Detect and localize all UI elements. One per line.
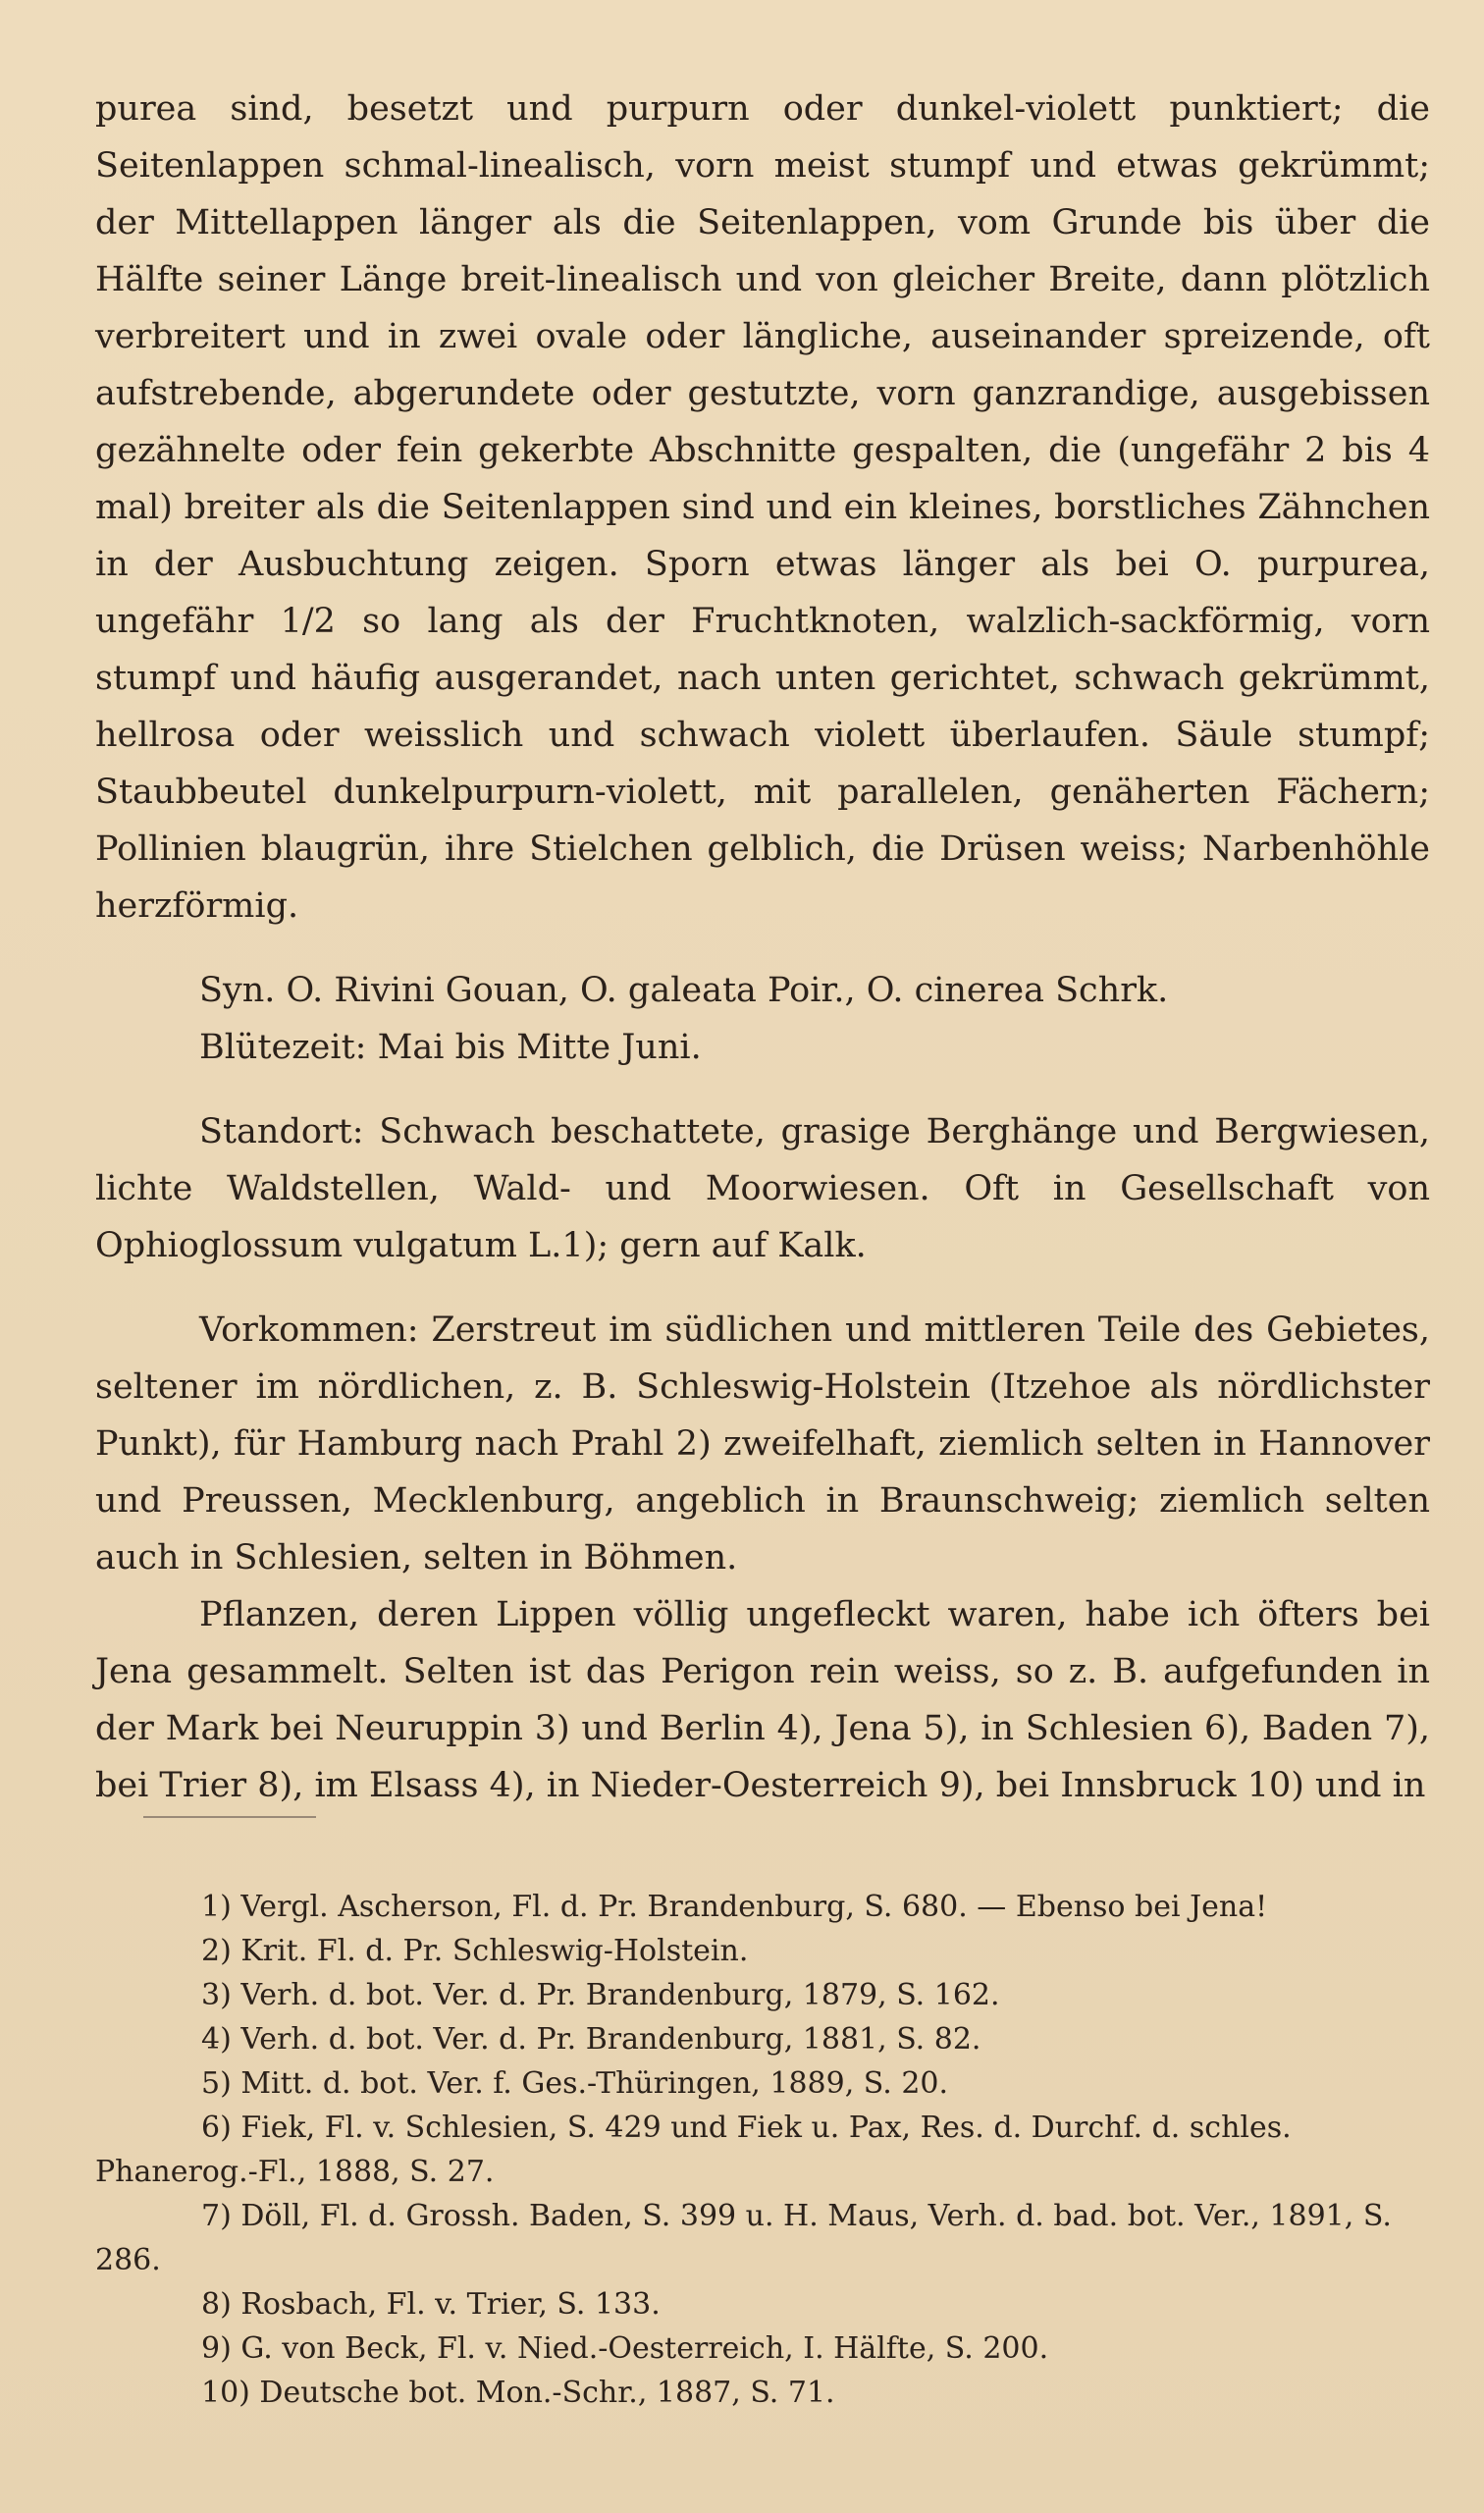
plants-paragraph: Pflanzen, deren Lippen völlig ungefleckt waren, habe ich öfters bei Jena gesammelt. Selten ist das Perigon rein weiss, so z. B. aufgefunden in der Mark bei Neuruppin 3) und Berlin 4), Jena 5), in Schlesien 6), Baden 7), bei Trier 8), im Elsass 4), in Nieder-Oesterreich 9), bei Innsbruck 10) und in: [95, 1595, 1430, 1805]
footnote: 3) Verh. d. bot. Ver. d. Pr. Brandenburg, 1879, S. 162.: [201, 1978, 1000, 2012]
footnote: 1) Vergl. Ascherson, Fl. d. Pr. Brandenburg, S. 680. — Ebenso bei Jena!: [201, 1890, 1268, 1924]
footnote: 8) Rosbach, Fl. v. Trier, S. 133.: [201, 2287, 661, 2322]
main-text: [95, 80, 1430, 1814]
footnote-divider: [143, 1816, 316, 1818]
footnote: 9) G. von Beck, Fl. v. Nied.-Oesterreich, I. Hälfte, S. 200.: [201, 2331, 1049, 2366]
footnote: 6) Fiek, Fl. v. Schlesien, S. 429 und Fiek u. Pax, Res. d. Durchf. d. schles. Phanerog.-Fl., 1888, S. 27.: [95, 2111, 1292, 2189]
flowering-time-line: Blütezeit: Mai bis Mitte Juni.: [199, 1028, 702, 1067]
synonyms-line: Syn. O. Rivini Gouan, O. galeata Poir., O. cinerea Schrk.: [199, 971, 1169, 1010]
footnote: 2) Krit. Fl. d. Pr. Schleswig-Holstein.: [201, 1934, 749, 1968]
footnote: 4) Verh. d. bot. Ver. d. Pr. Brandenburg, 1881, S. 82.: [201, 2022, 981, 2057]
footnote: 10) Deutsche bot. Mon.-Schr., 1887, S. 71.: [201, 2376, 835, 2410]
habitat-paragraph: Standort: Schwach beschattete, grasige Berghänge und Bergwiesen, lichte Waldstellen, Wald- und Moorwiesen. Oft in Gesellschaft von Ophioglossum vulgatum L.1); gern auf Kalk.: [95, 1112, 1430, 1265]
footnote: 7) Döll, Fl. d. Grossh. Baden, S. 399 u. H. Maus, Verh. d. bad. bot. Ver., 1891, S. 286.: [95, 2199, 1392, 2277]
footnote: 5) Mitt. d. bot. Ver. f. Ges.-Thüringen, 1889, S. 20.: [201, 2066, 949, 2101]
footnotes: [95, 1885, 1430, 2415]
paragraph-description: purea sind, besetzt und purpurn oder dunkel-violett punktiert; die Seitenlappen schmal-linealisch, vorn meist stumpf und etwas gekrümmt; der Mittellappen länger als die Seitenlappen, vom Grunde bis über die Hälfte seiner Länge breit-linealisch und von gleicher Breite, dann plötzlich verbreitert und in zwei ovale oder längliche, auseinander spreizende, oft aufstrebende, abgerundete oder gestutzte, vorn ganzrandige, ausgebissen gezähnelte oder fein gekerbte Abschnitte gespalten, die (ungefähr 2 bis 4 mal) breiter als die Seitenlappen sind und ein kleines, borstliches Zähnchen in der Ausbuchtung zeigen. Sporn etwas länger als bei O. purpurea, ungefähr 1/2 so lang als der Fruchtknoten, walzlich-sackförmig, vorn stumpf und häufig ausgerandet, nach unten gerichtet, schwach gekrümmt, hellrosa oder weisslich und schwach violett überlaufen. Säule stumpf; Staubbeutel dunkelpurpurn-violett, mit parallelen, genäherten Fächern; Pollinien blaugrün, ihre Stielchen gelblich, die Drüsen weiss; Narbenhöhle herzförmig.: [95, 89, 1430, 926]
occurrence-paragraph: Vorkommen: Zerstreut im südlichen und mittleren Teile des Gebietes, seltener im nördlichen, z. B. Schleswig-Holstein (Itzehoe als nördlichster Punkt), für Hamburg nach Prahl 2) zweifelhaft, ziemlich selten in Hannover und Preussen, Mecklenburg, angeblich in Braunschweig; ziemlich selten auch in Schlesien, selten in Böhmen.: [95, 1310, 1430, 1577]
